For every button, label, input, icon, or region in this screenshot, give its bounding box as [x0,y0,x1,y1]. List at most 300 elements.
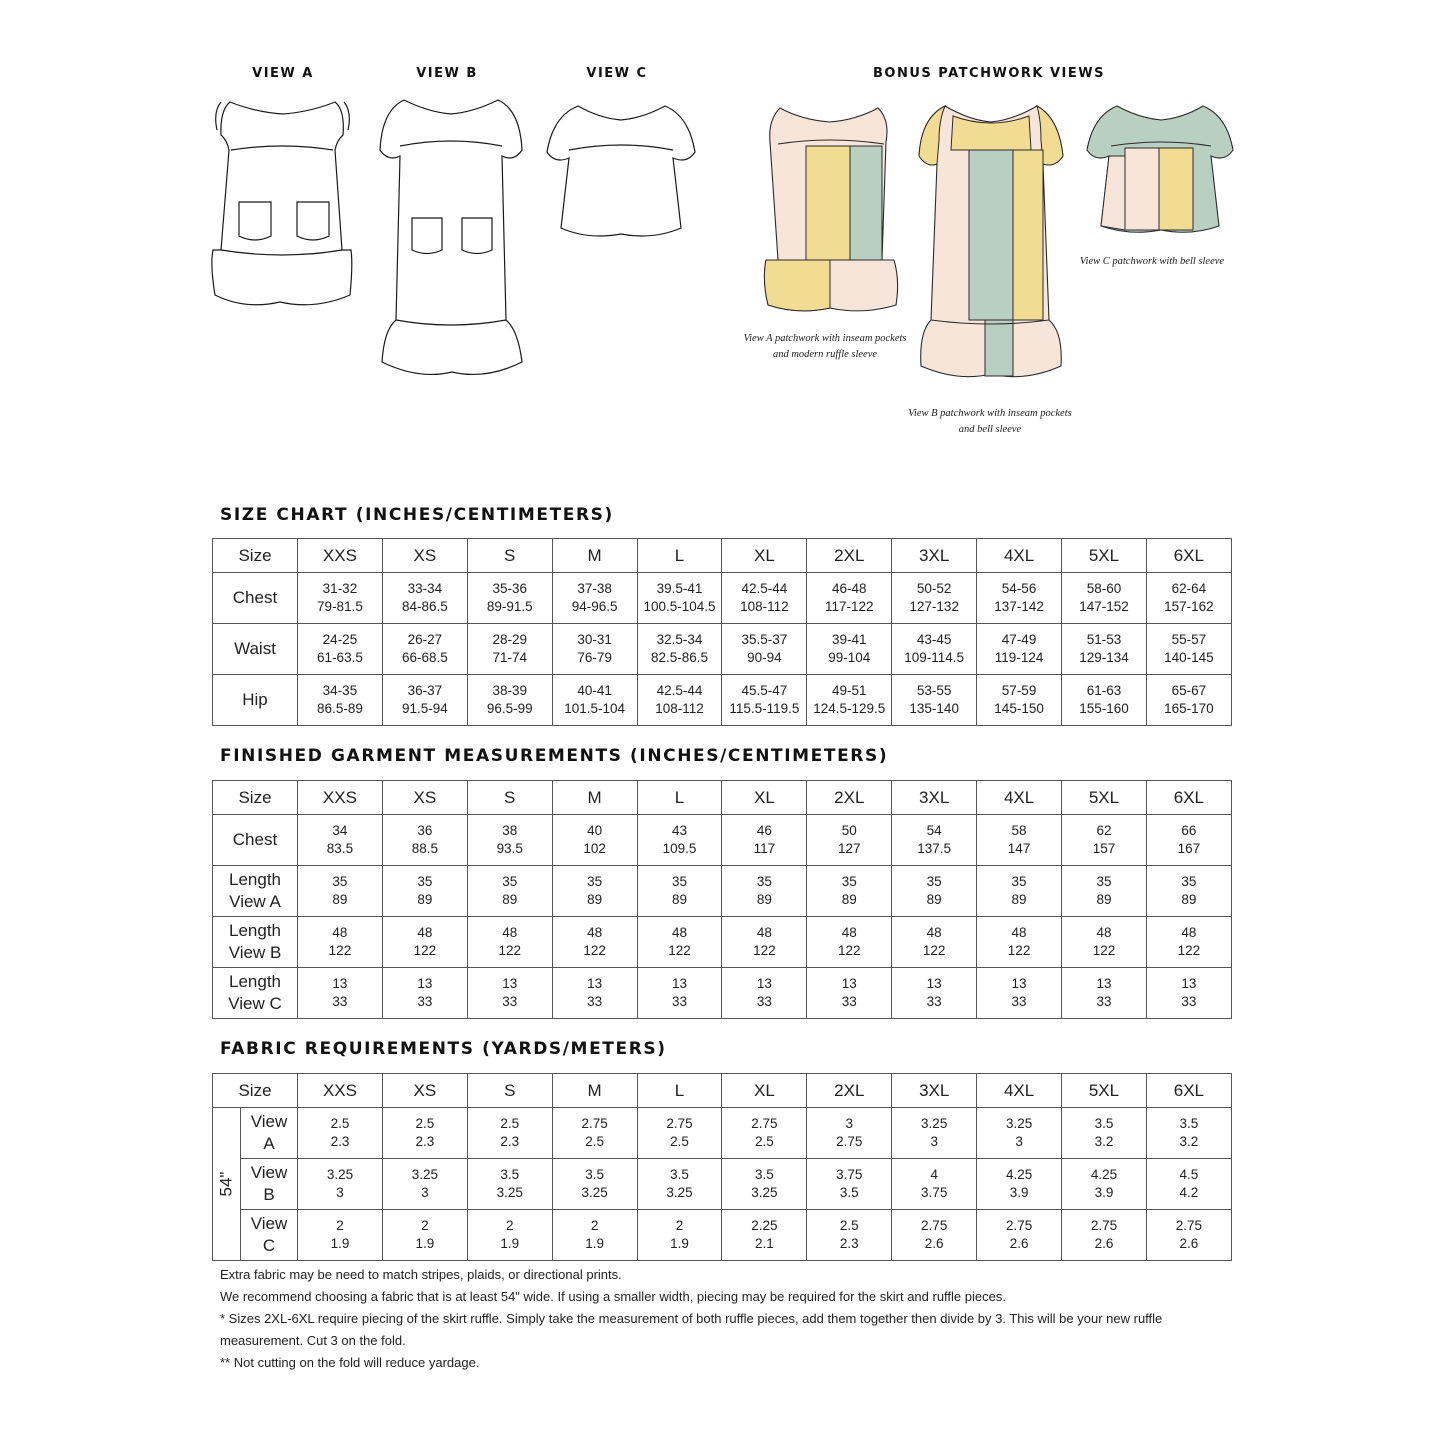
size-column-header: M [552,781,637,815]
table-cell [382,866,467,917]
value-imperial: 2.75 [1175,1218,1202,1233]
value-metric: 89 [926,892,942,907]
value-metric: 165-170 [1164,701,1214,716]
view-a-label: VIEW A [252,66,314,81]
size-column-header: S [467,539,552,573]
table-cell [1062,1210,1147,1261]
table-cell [637,1210,722,1261]
table-cell [1062,1108,1147,1159]
table-cell [1146,573,1231,624]
table-cell [637,675,722,726]
patchwork-view-b-illustration [913,100,1068,385]
value-imperial: 2 [421,1218,429,1233]
table-cell [892,573,977,624]
value-metric: 122 [413,943,437,958]
caption-view-c-patchwork [1062,254,1242,270]
size-column-header: M [552,1074,637,1108]
fabric-notes [220,1264,1230,1374]
fabric-width-cell [213,1108,241,1261]
value-imperial: 4.25 [1005,1167,1033,1182]
table-cell [1146,1108,1231,1159]
value-metric: 140-145 [1164,650,1214,665]
value-imperial: 48 [332,925,348,940]
table-cell [722,675,807,726]
table-cell [977,573,1062,624]
value-imperial: 55-57 [1171,632,1207,647]
value-metric: 115.5-119.5 [729,701,800,716]
size-column-header: XL [722,1074,807,1108]
patchwork-view-c-illustration [1085,100,1235,235]
value-metric: 2.3 [415,1134,435,1149]
value-imperial: 38 [502,823,518,838]
value-metric: 86.5-89 [317,701,363,716]
value-imperial: 48 [1181,925,1197,940]
table-cell [552,675,637,726]
value-metric: 135-140 [909,701,959,716]
table-row [213,675,1232,726]
value-metric: 100.5-104.5 [643,599,716,614]
caption-view-a-patchwork [725,331,925,363]
table-cell [552,968,637,1019]
row-label: Chest [213,573,298,624]
table-cell [552,917,637,968]
value-imperial: 4.5 [1179,1167,1199,1182]
value-metric: 2.5 [585,1134,605,1149]
table-cell [892,1108,977,1159]
value-imperial: 42.5-44 [741,581,788,596]
table-cell [1062,815,1147,866]
value-imperial: 57-59 [1001,683,1037,698]
value-imperial: 40 [587,823,603,838]
value-imperial: 38-39 [492,683,527,698]
value-metric: 96.5-99 [486,701,533,716]
value-metric: 4.2 [1179,1185,1199,1200]
table-cell [892,917,977,968]
value-imperial: 48 [841,925,857,940]
value-metric: 2.3 [839,1236,859,1251]
table-cell [382,573,467,624]
value-metric: 167 [1177,841,1201,856]
value-imperial: 35 [926,874,942,889]
value-metric: 66-68.5 [401,650,448,665]
note-line: ** Not cutting on the fold will reduce yardage. [220,1355,480,1370]
value-imperial: 65-67 [1171,683,1207,698]
table-cell [637,866,722,917]
table-cell [977,968,1062,1019]
value-imperial: 40-41 [577,683,612,698]
value-imperial: 35 [1011,874,1027,889]
caption-view-b-patchwork [885,406,1095,438]
value-metric: 102 [583,841,606,856]
value-imperial: 35 [671,874,688,889]
table-row [213,624,1232,675]
table-cell [637,917,722,968]
value-imperial: 58 [1011,823,1027,838]
table-cell [1062,675,1147,726]
size-column-header: 6XL [1146,781,1231,815]
value-imperial: 2.75 [1090,1218,1118,1233]
value-imperial: 2.25 [751,1218,778,1233]
table-cell [892,675,977,726]
value-metric: 93.5 [496,841,523,856]
value-imperial: 13 [417,976,433,991]
value-metric: 33 [756,994,772,1009]
table-cell [552,624,637,675]
table-cell [552,573,637,624]
value-metric: 145-150 [994,701,1044,716]
size-chart-table [212,538,1232,726]
value-metric: 109.5 [662,841,697,856]
value-metric: 3 [421,1185,429,1200]
size-column-header: 6XL [1146,1074,1231,1108]
size-column-header: 2XL [807,1074,892,1108]
table-cell [807,815,892,866]
value-metric: 33 [841,994,857,1009]
row-label: Waist [213,624,298,675]
row-label-line2: B [263,1185,275,1204]
value-imperial: 35 [756,874,772,889]
value-imperial: 2.75 [751,1116,778,1131]
table-cell [382,1108,467,1159]
table-cell [298,815,383,866]
table-cell [1146,866,1231,917]
value-metric: 3 [1015,1134,1023,1149]
value-imperial: 13 [587,976,603,991]
table-cell [977,1210,1062,1261]
value-metric: 122 [328,943,352,958]
value-metric: 88.5 [411,841,438,856]
table-cell [977,675,1062,726]
table-cell [807,624,892,675]
value-imperial: 3.5 [500,1167,520,1182]
value-imperial: 2.75 [921,1218,948,1233]
table-cell [298,1210,383,1261]
fabric-width-label: 54" [216,1171,236,1197]
value-metric: 33 [1181,994,1197,1009]
value-metric: 89 [502,892,518,907]
value-metric: 1.9 [585,1236,605,1251]
value-imperial: 47-49 [1001,632,1037,647]
value-imperial: 2.5 [839,1218,859,1233]
finished-header-row [213,781,1232,815]
table-cell [1062,968,1147,1019]
value-metric: 89 [671,892,688,907]
table-cell [637,815,722,866]
value-imperial: 48 [671,925,688,940]
table-cell [1146,968,1231,1019]
value-metric: 94-96.5 [571,599,618,614]
value-metric: 99-104 [828,650,871,665]
table-cell [552,866,637,917]
value-metric: 122 [498,943,521,958]
table-cell [977,815,1062,866]
table-cell [722,866,807,917]
value-metric: 2.6 [1179,1236,1199,1251]
caption-view-a-line1: View A patchwork with inseam pockets [743,333,907,344]
view-a-illustration [205,90,360,310]
row-label-line1: View [250,1214,288,1233]
size-column-header: S [467,1074,552,1108]
value-metric: 82.5-86.5 [650,650,709,665]
value-metric: 157 [1092,841,1116,856]
table-cell [892,1210,977,1261]
table-cell [722,1159,807,1210]
value-metric: 33 [332,994,348,1009]
value-metric: 1.9 [500,1236,520,1251]
row-label-line1: View [250,1112,288,1131]
value-metric: 137.5 [917,841,952,856]
value-metric: 124.5-129.5 [813,701,886,716]
value-metric: 2.5 [755,1134,774,1149]
size-column-header: XXS [298,781,383,815]
table-cell [807,1159,892,1210]
value-metric: 33 [926,994,942,1009]
table-cell [892,866,977,917]
note-line: We recommend choosing a fabric that is at least 54" wide. If using a smaller width, piecing may be required for the skirt and ruffle pieces. [220,1289,1006,1304]
table-cell [637,573,722,624]
size-column-header: 4XL [977,539,1062,573]
table-cell [382,1159,467,1210]
table-cell [637,968,722,1019]
value-imperial: 50-52 [916,581,952,596]
fabric-size-header: Size [213,1074,298,1108]
value-imperial: 48 [926,925,942,940]
value-imperial: 2 [590,1218,599,1233]
value-metric: 61-63.5 [317,650,363,665]
table-cell [298,1108,383,1159]
table-row [213,917,1232,968]
patchwork-view-a-illustration [758,100,903,315]
value-imperial: 2.75 [581,1116,608,1131]
size-column-header: XS [382,781,467,815]
finished-size-header: Size [213,781,298,815]
fabric-header-row [213,1074,1232,1108]
value-imperial: 35 [417,874,433,889]
value-metric: 1.9 [670,1236,689,1251]
value-metric: 108-112 [655,701,704,716]
value-imperial: 35-36 [492,581,527,596]
table-cell [637,624,722,675]
value-metric: 76-79 [577,650,612,665]
value-metric: 89 [1181,892,1197,907]
table-cell [722,968,807,1019]
value-metric: 2.3 [500,1134,520,1149]
row-label [241,1210,298,1261]
value-imperial: 13 [756,976,772,991]
value-imperial: 2 [505,1218,514,1233]
caption-view-b-line2: and bell sleeve [958,424,1022,435]
table-row [213,1159,1232,1210]
size-column-header: 6XL [1146,539,1231,573]
table-cell [382,624,467,675]
value-metric: 109-114.5 [904,650,965,665]
value-metric: 147-152 [1079,599,1129,614]
value-imperial: 43-45 [916,632,952,647]
value-metric: 155-160 [1079,701,1129,716]
value-metric: 122 [668,943,691,958]
table-cell [382,968,467,1019]
value-metric: 3.2 [1094,1134,1114,1149]
table-cell [722,573,807,624]
value-metric: 137-142 [994,599,1044,614]
value-metric: 89 [1096,892,1112,907]
table-cell [382,675,467,726]
table-cell [298,624,383,675]
value-metric: 33 [1096,994,1112,1009]
value-metric: 122 [1092,943,1116,958]
value-imperial: 28-29 [492,632,527,647]
value-metric: 3.25 [581,1185,608,1200]
table-cell [552,1210,637,1261]
value-imperial: 3.25 [1005,1116,1033,1131]
value-metric: 3.2 [1179,1134,1199,1149]
table-cell [977,866,1062,917]
table-cell [552,1108,637,1159]
value-imperial: 3.25 [411,1167,438,1182]
value-imperial: 48 [756,925,772,940]
value-metric: 33 [671,994,688,1009]
table-cell [467,866,552,917]
size-column-header: 5XL [1062,781,1147,815]
value-imperial: 13 [671,976,688,991]
value-imperial: 3.5 [1179,1116,1199,1131]
finished-measurements-title: FINISHED GARMENT MEASUREMENTS (INCHES/CENTIMETERS) [220,746,889,766]
value-metric: 3.9 [1094,1185,1114,1200]
value-imperial: 13 [841,976,857,991]
value-imperial: 50 [841,823,857,838]
row-label-line2: A [263,1134,275,1153]
value-imperial: 35 [587,874,603,889]
size-chart-title: SIZE CHART (INCHES/CENTIMETERS) [220,505,614,525]
value-metric: 127 [838,841,861,856]
value-metric: 2.1 [755,1236,774,1251]
value-metric: 84-86.5 [401,599,448,614]
row-label [241,1108,298,1159]
view-b-label: VIEW B [416,66,478,81]
value-metric: 1.9 [330,1236,350,1251]
view-b-illustration [374,90,529,385]
value-imperial: 13 [926,976,942,991]
value-imperial: 34-35 [322,683,358,698]
value-imperial: 2.5 [415,1116,435,1131]
size-chart-header-row [213,539,1232,573]
value-imperial: 31-32 [322,581,358,596]
table-cell [977,1159,1062,1210]
table-row [213,1108,1232,1159]
table-cell [298,866,383,917]
value-imperial: 13 [332,976,348,991]
table-row [213,866,1232,917]
size-column-header: 4XL [977,781,1062,815]
table-cell [722,917,807,968]
table-row [213,573,1232,624]
value-metric: 89 [756,892,772,907]
view-c-label: VIEW C [586,66,648,81]
row-label: Hip [213,675,298,726]
value-imperial: 42.5-44 [656,683,703,698]
value-imperial: 35.5-37 [741,632,788,647]
value-metric: 89-91.5 [486,599,533,614]
value-imperial: 36-37 [407,683,443,698]
table-cell [1146,675,1231,726]
size-column-header: 2XL [807,539,892,573]
row-label-line1: Chest [232,830,278,849]
value-imperial: 48 [1096,925,1112,940]
value-imperial: 13 [1096,976,1112,991]
view-c-illustration [543,100,698,240]
table-cell [637,1159,722,1210]
value-metric: 33 [587,994,603,1009]
table-cell [1146,917,1231,968]
value-metric: 1.9 [415,1236,435,1251]
table-row [213,1210,1232,1261]
table-cell [977,1108,1062,1159]
value-imperial: 3.5 [1094,1116,1114,1131]
value-metric: 127-132 [909,599,959,614]
caption-view-a-line2: and modern ruffle sleeve [772,349,878,360]
value-metric: 3 [930,1134,938,1149]
value-metric: 2.5 [670,1134,689,1149]
value-metric: 117 [753,841,776,856]
size-column-header: S [467,781,552,815]
table-cell [298,917,383,968]
value-metric: 3.5 [839,1185,859,1200]
size-column-header: 4XL [977,1074,1062,1108]
value-metric: 101.5-104 [564,701,626,716]
value-imperial: 35 [332,874,348,889]
value-imperial: 53-55 [916,683,952,698]
table-row [213,968,1232,1019]
fabric-requirements-table [212,1073,1232,1261]
note-line: * Sizes 2XL-6XL require piecing of the skirt ruffle. Simply take the measurement of both ruffle pieces, add them together then divide by 3. This will be your new ruffle measurement. Cut 3 on the fold. [220,1311,1163,1348]
row-label [213,866,298,917]
value-imperial: 3.5 [585,1167,605,1182]
row-label-line2: View C [228,994,282,1013]
value-metric: 83.5 [326,841,354,856]
table-cell [807,1108,892,1159]
table-cell [298,675,383,726]
table-cell [1146,1159,1231,1210]
value-imperial: 24-25 [322,632,358,647]
size-column-header: XL [722,539,807,573]
value-metric: 71-74 [492,650,527,665]
value-imperial: 39-41 [832,632,867,647]
value-imperial: 58-60 [1086,581,1122,596]
value-metric: 33 [1011,994,1027,1009]
row-label-line2: View B [228,943,282,962]
size-column-header: L [637,1074,722,1108]
value-imperial: 39.5-41 [656,581,703,596]
size-column-header: XXS [298,1074,383,1108]
value-metric: 3.75 [921,1185,948,1200]
table-cell [807,917,892,968]
value-metric: 108-112 [740,599,789,614]
value-imperial: 43 [671,823,688,838]
value-imperial: 3.75 [836,1167,863,1182]
value-imperial: 54 [926,823,942,838]
value-imperial: 48 [587,925,603,940]
table-cell [892,1159,977,1210]
table-cell [807,968,892,1019]
value-imperial: 51-53 [1086,632,1122,647]
table-cell [298,968,383,1019]
value-metric: 157-162 [1164,599,1214,614]
table-cell [722,1210,807,1261]
table-cell [467,917,552,968]
table-cell [1062,1159,1147,1210]
value-imperial: 35 [1096,874,1112,889]
value-metric: 3.9 [1009,1185,1029,1200]
